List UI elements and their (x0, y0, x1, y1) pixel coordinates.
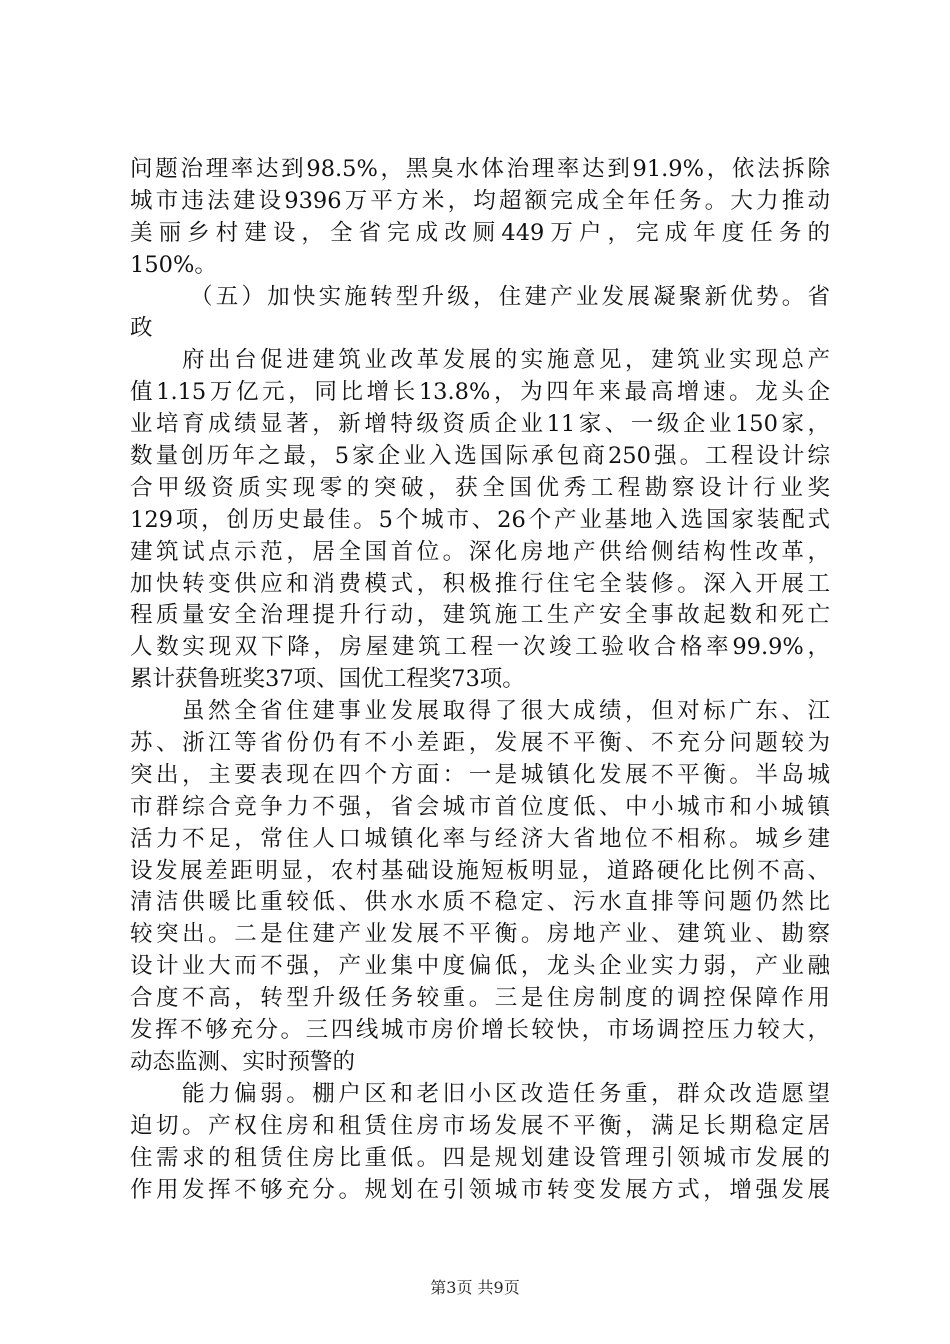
text-line: 合度不高，转型升级任务较重。三是住房制度的调控保障作用 (130, 985, 830, 1012)
text-line: 城市违法建设9396万平方米，均超额完成全年任务。大力推动 (130, 187, 830, 214)
text-line: 市群综合竞争力不强，省会城市首位度低、中小城市和小城镇 (130, 793, 830, 820)
paragraph-start-line: 府出台促进建筑业改革发展的实施意见，建筑业实现总产 (182, 347, 830, 374)
page-number-footer: 第3页 共9页 (430, 1278, 520, 1297)
text-line: 值1.15万亿元，同比增长13.8%，为四年来最高增速。龙头企 (130, 379, 830, 406)
text-line: 作用发挥不够充分。规划在引领城市转变发展方式，增强发展 (130, 1176, 830, 1203)
section-heading-line: （五）加快实施转型升级，住建产业发展凝聚新优势。省 (190, 283, 830, 310)
text-line: 政 (130, 315, 153, 342)
text-line: 美丽乡村建设，全省完成改厕449万户，完成年度任务的 (130, 219, 830, 246)
text-line: 较突出。二是住建产业发展不平衡。房地产业、建筑业、勘察 (130, 921, 830, 948)
text-line: 苏、浙江等省份仍有不小差距，发展不平衡、不充分问题较为 (130, 730, 830, 757)
body-text (130, 154, 830, 1206)
text-line: 问题治理率达到98.5%，黑臭水体治理率达到91.9%，依法拆除 (130, 156, 830, 182)
text-line: 累计获鲁班奖37项、国优工程奖73项。 (130, 666, 525, 693)
text-line: 150%。 (130, 251, 217, 278)
text-line: 人数实现双下降，房屋建筑工程一次竣工验收合格率99.9%， (130, 634, 830, 661)
text-line: 业培育成绩显著，新增特级资质企业11家、一级企业150家， (130, 411, 830, 438)
text-line: 加快转变供应和消费模式，积极推行住宅全装修。深入开展工 (130, 570, 830, 597)
text-line: 活力不足，常住人口城镇化率与经济大省地位不相称。城乡建 (130, 825, 830, 852)
text-line: 动态监测、实时预警的 (130, 1048, 356, 1075)
text-line: 设计业大而不强，产业集中度偏低，龙头企业实力弱，产业融 (130, 953, 830, 980)
text-line: 发挥不够充分。三四线城市房价增长较快，市场调控压力较大， (130, 1017, 830, 1044)
text-line: 设发展差距明显，农村基础设施短板明显，道路硬化比例不高、 (130, 857, 830, 884)
text-line: 迫切。产权住房和租赁住房市场发展不平衡，满足长期稳定居 (130, 1112, 830, 1139)
text-line: 住需求的租赁住房比重低。四是规划建设管理引领城市发展的 (130, 1144, 830, 1171)
paragraph-start-line: 虽然全省住建事业发展取得了很大成绩，但对标广东、江 (182, 698, 830, 725)
text-line: 数量创历年之最，5家企业入选国际承包商250强。工程设计综 (130, 443, 830, 470)
text-line: 合甲级资质实现零的突破，获全国优秀工程勘察设计行业奖 (130, 474, 830, 501)
text-line: 清洁供暖比重较低、供水水质不稳定、污水直排等问题仍然比 (130, 889, 830, 916)
text-line: 建筑试点示范，居全国首位。深化房地产供给侧结构性改革， (130, 538, 830, 565)
paragraph-start-line: 能力偏弱。棚户区和老旧小区改造任务重，群众改造愿望 (182, 1080, 830, 1107)
text-line: 程质量安全治理提升行动，建筑施工生产安全事故起数和死亡 (130, 602, 830, 629)
text-line: 突出，主要表现在四个方面：一是城镇化发展不平衡。半岛城 (130, 761, 830, 788)
text-line: 129项，创历史最佳。5个城市、26个产业基地入选国家装配式 (130, 506, 830, 533)
